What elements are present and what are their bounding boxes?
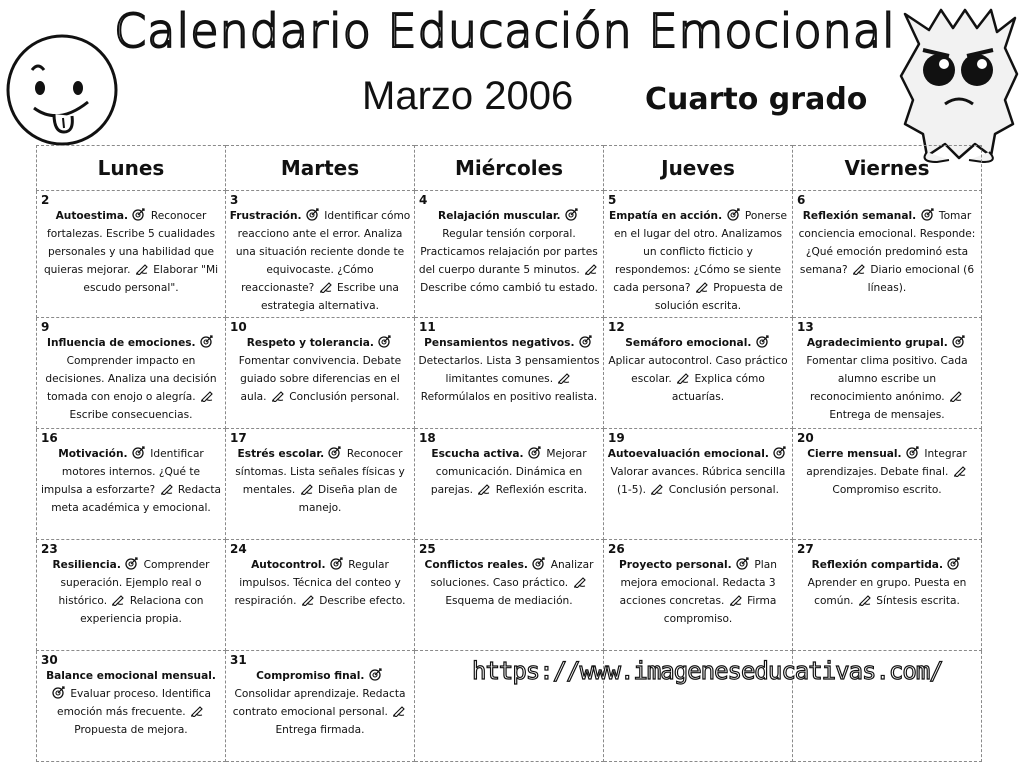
calendar-day-cell bbox=[415, 540, 604, 651]
day-number: 5 bbox=[608, 193, 617, 207]
activity-title: Agradecimiento grupal. bbox=[806, 337, 948, 349]
day-number: 30 bbox=[41, 653, 58, 667]
day-number: 10 bbox=[230, 320, 247, 334]
writing-hand-icon bbox=[319, 280, 333, 293]
activity-title: Influencia de emociones. bbox=[47, 337, 196, 349]
writing-hand-icon bbox=[190, 704, 204, 717]
day-number: 6 bbox=[797, 193, 806, 207]
activity-title: Empatía en acción. bbox=[608, 210, 723, 222]
activity-description bbox=[415, 318, 603, 408]
activity-description bbox=[37, 318, 225, 426]
activity-title: Reflexión semanal. bbox=[802, 210, 917, 222]
calendar-week-row bbox=[37, 318, 982, 429]
activity-description bbox=[415, 191, 603, 299]
activity-title: Compromiso final. bbox=[256, 670, 365, 682]
smiley-face-icon bbox=[2, 30, 118, 146]
calendar-day-cell bbox=[415, 318, 604, 429]
calendar-day-cell bbox=[604, 318, 793, 429]
website-url: https://www.imageneseducativas.com/ bbox=[472, 657, 943, 685]
day-number: 24 bbox=[230, 542, 247, 556]
writing-hand-icon bbox=[200, 389, 214, 402]
activity-description bbox=[37, 651, 225, 741]
activity-description bbox=[226, 540, 414, 612]
activity-description bbox=[793, 540, 981, 612]
day-number: 11 bbox=[419, 320, 436, 334]
writing-hand-icon bbox=[650, 482, 664, 495]
activity-task: Diseña plan de manejo. bbox=[298, 484, 398, 514]
activity-description bbox=[793, 191, 981, 299]
writing-hand-icon bbox=[301, 593, 315, 606]
calendar-day-cell bbox=[415, 429, 604, 540]
writing-hand-icon bbox=[949, 389, 963, 402]
activity-text: Reconocer fortalezas. Escribe 5 cualidades personales y una habilidad que quieras mejorar. bbox=[43, 210, 215, 276]
activity-text: Reconocer síntomas. Lista señales físicas y mentales. bbox=[235, 448, 405, 496]
activity-task: Redacta meta académica y emocional. bbox=[51, 484, 222, 514]
weekday-header: Martes bbox=[226, 146, 415, 191]
activity-title: Pensamientos negativos. bbox=[424, 337, 575, 349]
calendar-day-cell bbox=[604, 540, 793, 651]
activity-description bbox=[793, 429, 981, 501]
writing-hand-icon bbox=[852, 262, 866, 275]
target-arrow-icon bbox=[369, 668, 383, 681]
calendar-day-cell bbox=[37, 540, 226, 651]
day-number: 26 bbox=[608, 542, 625, 556]
activity-title: Reflexión compartida. bbox=[811, 559, 943, 571]
writing-hand-icon bbox=[477, 482, 491, 495]
activity-text: Analizar soluciones. Caso práctico. bbox=[430, 559, 594, 589]
activity-text: Ponerse en el lugar del otro. Analizamos un conflicto ficticio y respondemos: ¿Cómo se siente cada persona? bbox=[613, 210, 787, 294]
writing-hand-icon bbox=[573, 575, 587, 588]
day-number: 3 bbox=[230, 193, 239, 207]
day-number: 2 bbox=[41, 193, 50, 207]
target-arrow-icon bbox=[200, 335, 214, 348]
calendar-day-cell bbox=[226, 651, 415, 762]
activity-description bbox=[604, 318, 792, 408]
activity-description bbox=[226, 429, 414, 519]
activity-task: Conclusión personal. bbox=[668, 484, 779, 496]
target-arrow-icon bbox=[727, 208, 741, 221]
writing-hand-icon bbox=[160, 482, 174, 495]
activity-text: Regular tensión corporal. Practicamos relajación por partes del cuerpo durante 5 minutos. bbox=[418, 228, 598, 276]
activity-title: Cierre mensual. bbox=[807, 448, 902, 460]
activity-task: Explica cómo actuarías. bbox=[671, 373, 765, 403]
calendar-day-cell bbox=[793, 318, 982, 429]
calendar-day-cell bbox=[37, 191, 226, 318]
activity-task: Describe efecto. bbox=[319, 595, 406, 607]
weekday-header: Viernes bbox=[793, 146, 982, 191]
activity-task: Síntesis escrita. bbox=[876, 595, 960, 607]
activity-description bbox=[604, 191, 792, 317]
target-arrow-icon bbox=[528, 446, 542, 459]
writing-hand-icon bbox=[584, 262, 598, 275]
day-number: 25 bbox=[419, 542, 436, 556]
day-number: 17 bbox=[230, 431, 247, 445]
target-arrow-icon bbox=[125, 557, 139, 570]
activity-task: Esquema de mediación. bbox=[445, 595, 573, 607]
activity-title: Autocontrol. bbox=[251, 559, 326, 571]
target-arrow-icon bbox=[378, 335, 392, 348]
activity-task: Propuesta de solución escrita. bbox=[654, 282, 783, 312]
activity-task: Conclusión personal. bbox=[289, 391, 400, 403]
target-arrow-icon bbox=[132, 446, 146, 459]
calendar-day-cell bbox=[793, 429, 982, 540]
target-arrow-icon bbox=[906, 446, 920, 459]
target-arrow-icon bbox=[52, 686, 66, 699]
activity-text: Fomentar convivencia. Debate guiado sobre diferencias en el aula. bbox=[238, 355, 402, 403]
target-arrow-icon bbox=[756, 335, 770, 348]
writing-hand-icon bbox=[729, 593, 743, 606]
weekday-header: Jueves bbox=[604, 146, 793, 191]
activity-text: Comprender impacto en decisiones. Analiza una decisión tomada con enojo o alegría. bbox=[45, 355, 217, 403]
activity-text: Valorar avances. Rúbrica sencilla (1-5). bbox=[610, 466, 786, 496]
weekday-header-row bbox=[37, 146, 982, 191]
weekday-header: Lunes bbox=[37, 146, 226, 191]
target-arrow-icon bbox=[579, 335, 593, 348]
day-number: 31 bbox=[230, 653, 247, 667]
page-subtitle: Marzo 2006 bbox=[362, 74, 574, 118]
activity-title: Balance emocional mensual. bbox=[46, 670, 216, 682]
activity-title: Autoestima. bbox=[55, 210, 129, 222]
activity-task: Entrega de mensajes. bbox=[829, 409, 945, 421]
activity-text: Evaluar proceso. Identifica emoción más frecuente. bbox=[57, 688, 212, 718]
activity-text: Comprender superación. Ejemplo real o histórico. bbox=[58, 559, 210, 607]
calendar-day-cell bbox=[226, 429, 415, 540]
activity-text: Aprender en grupo. Puesta en común. bbox=[807, 577, 967, 607]
calendar-day-cell bbox=[37, 318, 226, 429]
activity-title: Escucha activa. bbox=[431, 448, 524, 460]
target-arrow-icon bbox=[532, 557, 546, 570]
activity-description bbox=[415, 429, 603, 501]
writing-hand-icon bbox=[676, 371, 690, 384]
activity-description bbox=[793, 318, 981, 426]
calendar-day-cell bbox=[415, 191, 604, 318]
day-number: 12 bbox=[608, 320, 625, 334]
activity-title: Estrés escolar. bbox=[237, 448, 325, 460]
target-arrow-icon bbox=[952, 335, 966, 348]
activity-text: Detectarlos. Lista 3 pensamientos limitantes comunes. bbox=[418, 355, 600, 385]
writing-hand-icon bbox=[271, 389, 285, 402]
day-number: 13 bbox=[797, 320, 814, 334]
target-arrow-icon bbox=[736, 557, 750, 570]
calendar-week-row bbox=[37, 540, 982, 651]
day-number: 19 bbox=[608, 431, 625, 445]
activity-description bbox=[604, 429, 792, 501]
calendar-day-cell bbox=[37, 651, 226, 762]
writing-hand-icon bbox=[695, 280, 709, 293]
calendar-day-cell bbox=[37, 429, 226, 540]
activity-title: Conflictos reales. bbox=[424, 559, 528, 571]
activity-title: Proyecto personal. bbox=[619, 559, 732, 571]
calendar-day-cell bbox=[793, 191, 982, 318]
weekday-header: Miércoles bbox=[415, 146, 604, 191]
activity-task: Escribe consecuencias. bbox=[69, 409, 193, 421]
day-number: 27 bbox=[797, 542, 814, 556]
activity-description bbox=[37, 429, 225, 519]
activity-text: Identificar cómo reacciono ante el error. Analiza una situación reciente donde te equivocaste. ¿Cómo reaccionaste? bbox=[235, 210, 411, 294]
activity-task: Elaborar "Mi escudo personal". bbox=[83, 264, 219, 294]
day-number: 23 bbox=[41, 542, 58, 556]
calendar-week-row bbox=[37, 191, 982, 318]
activity-task: Firma compromiso. bbox=[663, 595, 777, 625]
target-arrow-icon bbox=[565, 208, 579, 221]
calendar-day-cell bbox=[793, 540, 982, 651]
target-arrow-icon bbox=[328, 446, 342, 459]
writing-hand-icon bbox=[111, 593, 125, 606]
calendar-day-cell bbox=[604, 429, 793, 540]
activity-text: Regular impulsos. Técnica del conteo y respiración. bbox=[234, 559, 401, 607]
activity-task: Escribe una estrategia alternativa. bbox=[261, 282, 399, 312]
activity-title: Autoevaluación emocional. bbox=[607, 448, 769, 460]
activity-title: Resiliencia. bbox=[52, 559, 121, 571]
activity-text: Identificar motores internos. ¿Qué te impulsa a esforzarte? bbox=[40, 448, 204, 496]
activity-title: Frustración. bbox=[229, 210, 302, 222]
activity-description bbox=[226, 191, 414, 317]
activity-title: Semáforo emocional. bbox=[625, 337, 752, 349]
day-number: 20 bbox=[797, 431, 814, 445]
activity-text: Plan mejora emocional. Redacta 3 acciones concretas. bbox=[619, 559, 777, 607]
calendar-day-cell bbox=[226, 318, 415, 429]
page-title: Calendario Educación Emocional bbox=[114, 4, 896, 58]
activity-task: Describe cómo cambió tu estado. bbox=[420, 282, 598, 294]
activity-task: Diario emocional (6 líneas). bbox=[867, 264, 975, 294]
writing-hand-icon bbox=[557, 371, 571, 384]
activity-text: Mejorar comunicación. Dinámica en parejas. bbox=[430, 448, 587, 496]
activity-description bbox=[604, 540, 792, 630]
activity-title: Motivación. bbox=[58, 448, 128, 460]
activity-task: Propuesta de mejora. bbox=[74, 724, 188, 736]
activity-description bbox=[37, 540, 225, 630]
activity-text: Aplicar autocontrol. Caso práctico escolar. bbox=[608, 355, 788, 385]
activity-task: Entrega firmada. bbox=[275, 724, 365, 736]
writing-hand-icon bbox=[953, 464, 967, 477]
target-arrow-icon bbox=[773, 446, 787, 459]
day-number: 9 bbox=[41, 320, 50, 334]
activity-description bbox=[37, 191, 225, 299]
calendar-day-cell bbox=[226, 191, 415, 318]
target-arrow-icon bbox=[921, 208, 935, 221]
writing-hand-icon bbox=[858, 593, 872, 606]
activity-description bbox=[415, 540, 603, 612]
target-arrow-icon bbox=[132, 208, 146, 221]
target-arrow-icon bbox=[947, 557, 961, 570]
activity-task: Compromiso escrito. bbox=[832, 484, 942, 496]
monster-mascot-icon bbox=[897, 4, 1021, 164]
activity-task: Relaciona con experiencia propia. bbox=[80, 595, 204, 625]
calendar-week-row bbox=[37, 429, 982, 540]
activity-title: Relajación muscular. bbox=[438, 210, 561, 222]
activity-text: Fomentar clima positivo. Cada alumno escribe un reconocimiento anónimo. bbox=[806, 355, 968, 403]
day-number: 18 bbox=[419, 431, 436, 445]
activity-description bbox=[226, 651, 414, 741]
activity-task: Reformúlalos en positivo realista. bbox=[420, 391, 598, 403]
writing-hand-icon bbox=[135, 262, 149, 275]
activity-title: Respeto y tolerancia. bbox=[246, 337, 374, 349]
writing-hand-icon bbox=[300, 482, 314, 495]
calendar-day-cell bbox=[604, 191, 793, 318]
activity-task: Reflexión escrita. bbox=[495, 484, 588, 496]
writing-hand-icon bbox=[392, 704, 406, 717]
target-arrow-icon bbox=[306, 208, 320, 221]
activity-description bbox=[226, 318, 414, 408]
day-number: 16 bbox=[41, 431, 58, 445]
activity-text: Integrar aprendizajes. Debate final. bbox=[806, 448, 967, 478]
day-number: 4 bbox=[419, 193, 428, 207]
activity-text: Consolidar aprendizaje. Redacta contrato emocional personal. bbox=[232, 688, 406, 718]
activity-text: Tomar conciencia emocional. Responde: ¿Qué emoción predominó esta semana? bbox=[798, 210, 976, 276]
grade-label: Cuarto grado bbox=[645, 82, 868, 117]
calendar-day-cell bbox=[226, 540, 415, 651]
target-arrow-icon bbox=[330, 557, 344, 570]
